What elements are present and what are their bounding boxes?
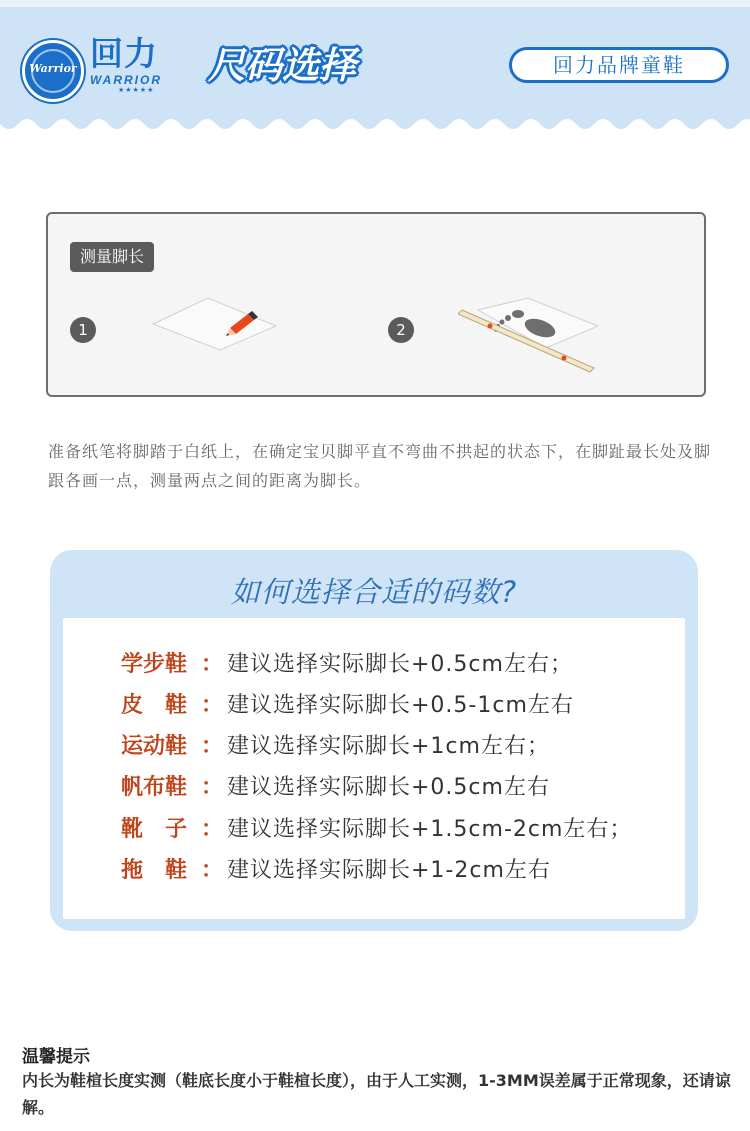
logo-mark: Warrior [29, 62, 77, 75]
brand-kids-shoes-pill[interactable]: 回力品牌童鞋 [509, 47, 729, 83]
shoe-type: 拖 鞋 [121, 858, 188, 883]
size-advice: 建议选择实际脚长+1.5cm-2cm左右； [227, 817, 633, 842]
advice-title: 如何选择合适的码数? [230, 575, 518, 609]
shoe-type-colon: ： [201, 734, 224, 759]
shoe-type: 帆布鞋 [121, 775, 188, 800]
wave-divider [0, 118, 750, 140]
page-title: 尺码选择 [208, 44, 356, 87]
advice-row [121, 856, 551, 886]
size-advice: 建议选择实际脚长+0.5-1cm左右 [227, 693, 574, 718]
paper-pencil-icon [148, 292, 278, 352]
measure-instructions: 准备纸笔将脚踏于白纸上，在确定宝贝脚平直不弯曲不拱起的状态下，在脚趾最长处及脚跟各画一点，测量两点之间的距离为脚长。 [48, 442, 712, 490]
brand-name-en: WARRIOR [90, 73, 162, 87]
brand-name-cn: 回力 [90, 34, 158, 73]
shoe-type-colon: ： [201, 652, 224, 677]
advice-row [121, 773, 550, 803]
advice-panel [63, 618, 685, 919]
size-advice: 建议选择实际脚长+1cm左右； [227, 734, 550, 759]
shoe-type: 皮 鞋 [121, 693, 188, 718]
tips-title: 温馨提示 [22, 1047, 90, 1067]
tips-body: 内长为鞋楦长度实测（鞋底长度小于鞋楦长度），由于人工实测，1-3MM误差属于正常现象，还请谅解。 [22, 1071, 731, 1117]
shoe-type-colon: ： [201, 858, 224, 883]
header-band [0, 0, 750, 136]
size-advice: 建议选择实际脚长+0.5cm左右 [227, 775, 550, 800]
shoe-type-colon: ： [201, 817, 224, 842]
advice-row [121, 815, 632, 845]
brand-stars: ★★★★★ [118, 86, 155, 94]
step-number-1: 1 [70, 317, 96, 343]
shoe-type: 运动鞋 [121, 734, 188, 759]
advice-row [121, 650, 573, 680]
measure-foot-box [46, 212, 706, 397]
size-advice: 建议选择实际脚长+1-2cm左右 [227, 858, 551, 883]
shoe-type-colon: ： [201, 693, 224, 718]
advice-row [121, 691, 574, 721]
measure-tag: 测量脚长 [70, 242, 154, 272]
warrior-logo-icon [22, 40, 84, 102]
foot-ruler-icon [458, 296, 598, 376]
advice-row [121, 732, 550, 762]
step-number-2: 2 [388, 317, 414, 343]
shoe-type: 学步鞋 [121, 652, 188, 677]
size-advice-card [50, 550, 698, 931]
shoe-type-colon: ： [201, 775, 224, 800]
size-advice: 建议选择实际脚长+0.5cm左右； [227, 652, 573, 677]
header-top-strip [0, 0, 750, 7]
shoe-type: 靴 子 [121, 817, 188, 842]
